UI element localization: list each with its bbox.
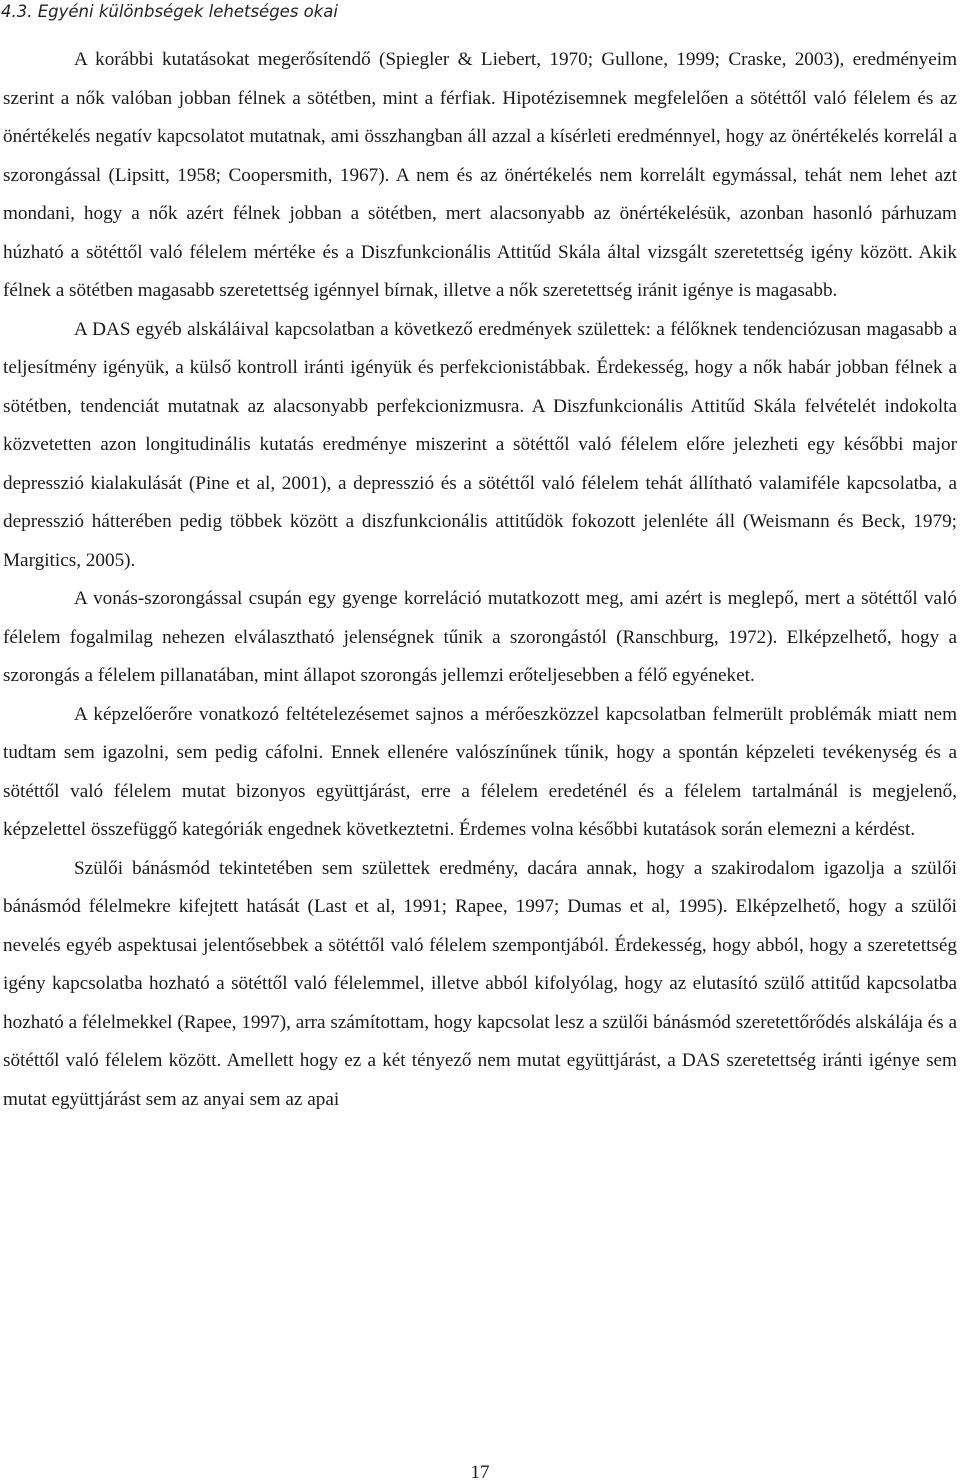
body-text — [3, 41, 957, 1119]
paragraph-trait-anxiety: A vonás-szorongással csupán egy gyenge korreláció mutatkozott meg, ami azért is meglepő, mert a sötéttől való félelem fogalmilag nehezen elválasztható jelenségnek tűnik a szorongástól (Ranschburg, 1972). Elképzelhető, hogy a szorongás a félelem pillanatában, mint állapot szorongás jellemzi erőteljesebben a félő egyéneket. — [3, 588, 957, 686]
paragraph-parenting: Szülői bánásmód tekintetében sem születtek eredmény, dacára annak, hogy a szakirodalom igazolja a szülői bánásmód félelmekre kifejtett hatását (Last et al, 1991; Rapee, 1997; Dumas et al, 1995). Elképzelhető, hogy a szülői nevelés egyéb aspektusai jelentősebbek a sötéttől való félelem szempontjából. Érdekesség, hogy abból, hogy a szeretettség igény kapcsolatba hozható a sötéttől való félelemmel, illetve abból kifolyólag, hogy az elutasító szülő attitűd kapcsolatba hozható a félelmekkel (Rapee, 1997), arra számítottam, hogy kapcsolat lesz a szülői bánásmód szeretettőrődés alskálája és a sötéttől való félelem között. Amellett hogy ez a két tényező nem mutat együttjárást, a DAS szeretettség iránti igénye sem mutat együttjárást sem az anyai sem az apai — [3, 857, 957, 1110]
paragraph-sex-differences: A korábbi kutatásokat megerősítendő (Spiegler & Liebert, 1970; Gullone, 1999; Craske, 2003), eredményeim szerint a nők valóban jobban félnek a sötétben, mint a férfiak. Hipotézisemnek megfelelően a sötéttől való félelem és az önértékelés negatív kapcsolatot mutatnak, ami összhangban áll azzal a kísérleti eredménnyel, hogy az önértékelés korrelál a szorongással (Lipsitt, 1958; Coopersmith, 1967). A nem és az önértékelés nem korrelált egymással, tehát nem lehet azt mondani, hogy a nők azért félnek jobban a sötétben, mert alacsonyabb az önértékelésük, azonban hasonló párhuzam húzható a sötéttől való félelem mértéke és a Diszfunkcionális Attitűd Skála által vizsgált szeretettség igény között. Akik félnek a sötétben magasabb szeretettség igénnyel bírnak, illetve a nők szeretettség iránit igénye is magasabb. — [3, 49, 957, 301]
section-heading: 4.3. Egyéni különbségek lehetséges okai — [1, 2, 339, 21]
page-number: 17 — [470, 1462, 490, 1483]
paragraph-das-subscales: A DAS egyéb alskáláival kapcsolatban a következő eredmények születtek: a félőknek tendenciózusan magasabb a teljesítmény igényük, a külső kontroll iránti igényük és perfekcionistábbak. Érdekesség, hogy a nők habár jobban félnek a sötétben, tendenciát mutatnak az alacsonyabb perfekcionizmusra. A Diszfunkcionális Attitűd Skála felvételét indokolta közvetetten azon longitudinális kutatás eredménye miszerint a sötéttől való félelem előre jelezheti egy későbbi major depresszió kialakulását (Pine et al, 2001), a depresszió és a sötéttől való félelem tehát állítható valamiféle kapcsolatba, a depresszió hátterében pedig többek között a diszfunkcionális attitűdök fokozott jelenléte áll (Weismann és Beck, 1979; Margitics, 2005). — [3, 318, 957, 571]
paragraph-imagination: A képzelőerőre vonatkozó feltételezésemet sajnos a mérőeszközzel kapcsolatban felmerült problémák miatt nem tudtam sem igazolni, sem pedig cáfolni. Ennek ellenére valószínűnek tűnik, hogy a spontán képzeleti tevékenység és a sötéttől való félelem mutat bizonyos együttjárást, erre a félelem eredeténél és a félelem tartalmánál is megjelenő, képzelettel összefüggő kategóriák engednek következtetni. Érdemes volna későbbi kutatások során elemezni a kérdést. — [3, 703, 957, 840]
